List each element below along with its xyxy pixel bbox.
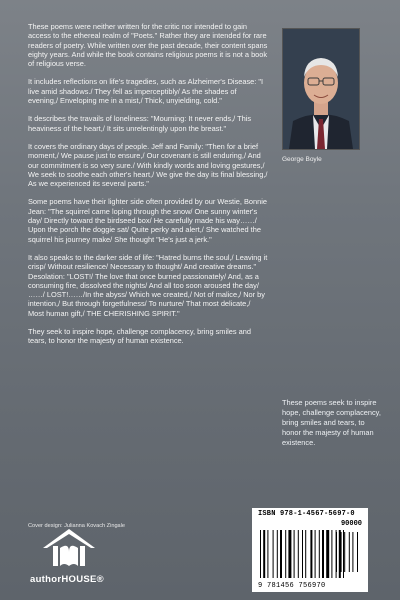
blurb-paragraph-intro: These poems were neither written for the critic nor intended to gain access to the ethereal realm of "Poets." Rather they are intended for rare readers of poetry. While written over the past decade, their content spans eighty years. And while the book contains religious poems it is not a book of religious verse. [28, 22, 268, 69]
blurb-paragraph-westie: Some poems have their lighter side often provided by our Westie, Bonnie Jean: "The squirrel came loping through the snow/ One sunny winter's day/ Directly toward the birdseed box/ He carefully made his way……/ Upon the porch the doggie sat/ Quite perky and alert,/ She watched the squirrel his journey make/ She thought "He's just a jerk." [28, 197, 267, 244]
isbn-text: ISBN 978-1-4567-5697-0 [258, 510, 355, 518]
photo-caption: George Boyle [282, 156, 322, 163]
price-code: 90000 [340, 520, 362, 528]
blurb-paragraph-loneliness: It describes the travails of loneliness: "Mourning: It never ends,/ This heaviness of the heart,/ It sits unrelentingly upon the breast." [28, 114, 252, 133]
back-cover-blurb [28, 22, 268, 355]
cover-design-credit: Cover design: Julianna Kovach Zingale [28, 523, 126, 529]
barcode-icon [252, 508, 368, 592]
blurb-paragraph-closing: They seek to inspire hope, challenge complacency, bring smiles and tears, to honor the majesty of human existence. [28, 327, 251, 346]
book-house-icon [40, 526, 98, 570]
blurb-paragraph-family: It covers the ordinary days of people. Jeff and Family: "Then for a brief moment,/ We pause just to ensure,/ Our covenant is still enduring,/ And our commitment is so very sure./ With kindly words and loving gestures,/ We seek to soothe each other's heart,/ We give the day its final blessing,/ As we experienced its several parts." [28, 141, 268, 189]
blurb-paragraph-alzheimers: It includes reflections on life's tragedies, such as Alzheimer's Disease: "I live amid shadows./ They fell as imperceptibly/ As the shades of evening,/ Enveloping me in a mist,/ Thick, unyielding, cold." [28, 77, 264, 106]
barcode-number: 9 781456 756970 [258, 582, 326, 590]
publisher-logo [40, 526, 98, 575]
author-photo [282, 28, 360, 150]
author-portrait-icon [283, 29, 359, 149]
blurb-paragraph-darker-side: It also speaks to the darker side of life: "Hatred burns the soul,/ Leaving it crisp/ Without resilience/ Necessary to thought/ And creative dreams." Desolation: "LOST!/ The love that once burned passionately/ And, as a consuming fire, dissolved the nights/ And all too soon aroused the day/ ……/ LOST!……/In the abyss/ Which we created,/ Not of malice,/ Nor by intention,/ But through forgetfulness/ To nurture/ That most delicate,/ Most human gift,/ THE CHERISHING SPIRIT." [28, 252, 268, 318]
isbn-barcode-block [252, 508, 368, 592]
publisher-name: authorHOUSE® [30, 574, 104, 585]
sidebar-quote: These poems seek to inspire hope, challenge complacency, bring smiles and tears, to honor the majesty of human existence. [282, 398, 381, 447]
